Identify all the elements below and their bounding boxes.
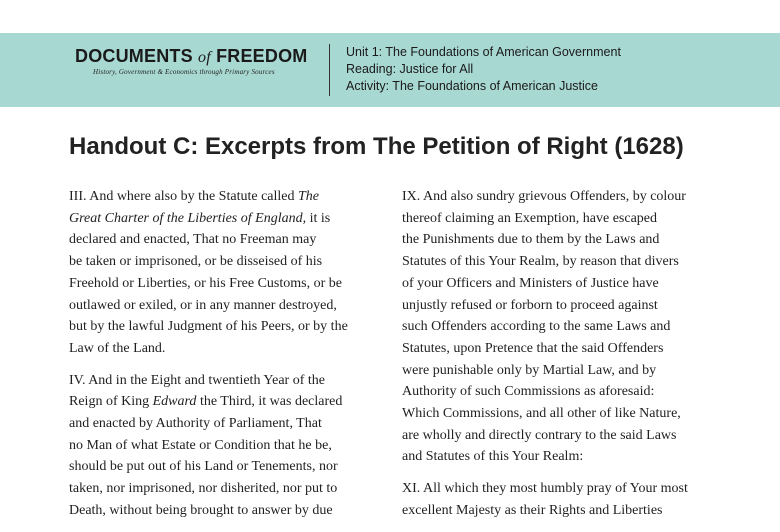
text-line: and enacted by Authority of Parliament, That [69,416,322,432]
unit-label: Unit 1: The Foundations of American Government [346,45,621,59]
text-line: were punishable only by Martial Law, and by [402,362,657,378]
paragraph-ix [402,186,722,468]
text-line: Statutes, upon Pretence that the said Offenders [402,340,664,356]
text-line: and Statutes of this Your Realm: [402,449,584,465]
brand-word-documents: DOCUMENTS [75,46,193,66]
text-line: should be put out of his Land or Tenements, nor [69,459,338,475]
text-line: thereof claiming an Exemption, have escaped [402,210,658,226]
reading-label: Reading: Justice for All [346,62,474,76]
text-line: III. And where also by the Statute called The [69,189,319,204]
text-line: outlawed or exiled, or in any manner destroyed, [69,297,337,313]
activity-label: Activity: The Foundations of American Justice [346,79,598,93]
text-line: be taken or imprisoned, or be disseised of his [69,254,323,270]
text-line: Freehold or Liberties, or his Free Customs, or be [69,275,342,291]
text-line: are wholly and directly contrary to the said Laws [402,427,677,443]
brand-word-freedom: FREEDOM [216,46,308,66]
text-line: Great Charter of the Liberties of England, it is [69,210,331,226]
handout-title: Handout C: Excerpts from The Petition of Right (1628) [69,133,684,160]
left-column [69,186,384,532]
header-banner [0,33,780,107]
text-line: IV. And in the Eight and twentieth Year of the [69,372,325,388]
brand-subtitle: History, Government & Economics through Primary Sources [93,68,275,76]
text-line: IX. And also sundry grievous Offenders, by colour [402,189,686,204]
text-line: declared and enacted, That no Freeman may [69,232,317,248]
text-line: Statutes of this Your Realm, by reason that divers [402,254,679,270]
text-line: no Man of what Estate or Condition that he be, [69,437,332,453]
paragraph-iii [69,186,384,360]
text-line: Reign of King Edward the Third, it was declared [69,394,343,410]
text-line: taken, nor imprisoned, nor disherited, nor put to [69,481,338,497]
text-line: XI. All which they most humbly pray of Your most [402,481,688,497]
brand-word-of: of [198,49,211,66]
text-line: Law of the Land. [69,340,166,356]
text-line: unjustly refused or forborn to proceed against [402,297,658,313]
brand-logo [75,46,307,76]
text-line: Death, without being brought to answer by due [69,502,333,518]
text-line: but by the lawful Judgment of his Peers, or by the [69,319,348,335]
text-line: the Punishments due to them by the Laws and [402,232,660,248]
text-line: Authority of such Commissions as aforesaid: [402,384,655,400]
header-divider [329,44,330,96]
text-line: Which Commissions, and all other of like Nature, [402,406,681,422]
text-line: of your Officers and Ministers of Justice have [402,275,659,291]
top-margin [0,0,780,33]
right-column [402,186,722,532]
unit-info [346,44,621,95]
brand-title [75,46,307,67]
text-line: excellent Majesty as their Rights and Liberties [402,502,663,518]
text-line: such Offenders according to the same Laws and [402,319,671,335]
paragraph-xi [402,478,722,521]
